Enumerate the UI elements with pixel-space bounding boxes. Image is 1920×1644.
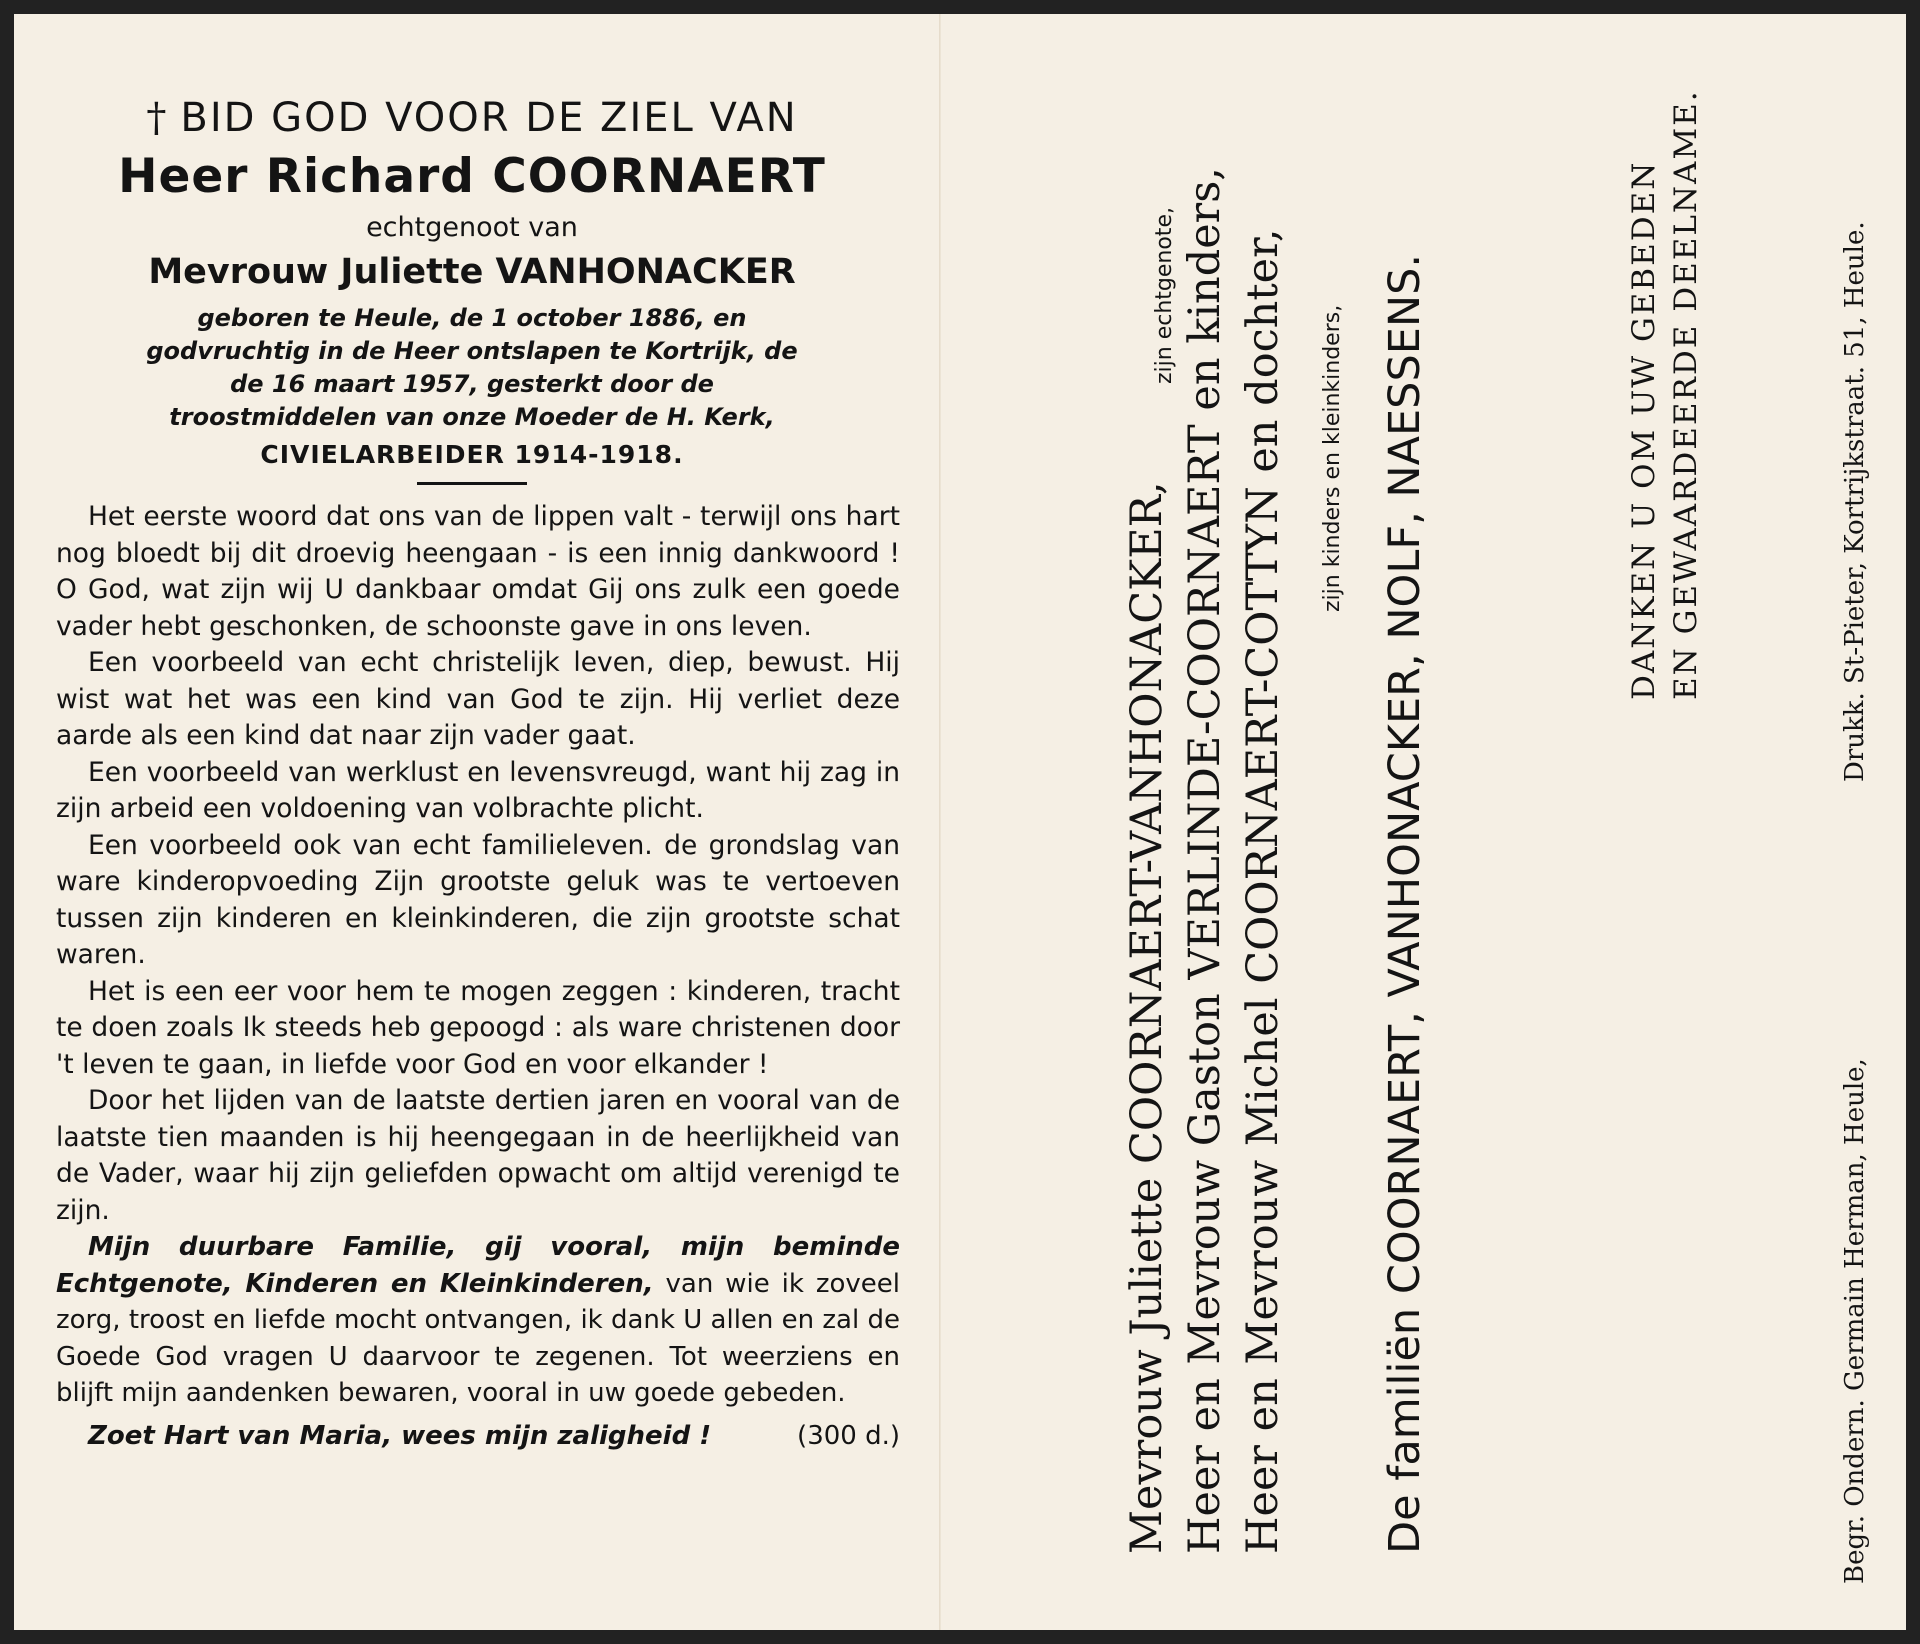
invocation-text: BID GOD VOOR DE ZIEL VAN [180, 95, 798, 141]
cross-icon: † [146, 95, 169, 141]
mourner-note-3: zijn kinders en kleinkinders, [1320, 304, 1345, 612]
bio-line: godvruchtig in de Heer ontslapen te Kortrijk, de [146, 337, 798, 365]
paragraph: Het is een eer voor hem te mogen zeggen : kinderen, tracht te doen zoals Ik steeds heb gepoogd : als ware christenen door 't leven te gaan, in liefde voor God en voor elkander ! [56, 975, 900, 1080]
paragraph: Door het lijden van de laatste dertien jaren en vooral van de laatste tien maanden is hij heengegaan in de heerlijkheid van de Vader, waar hij zijn geliefden opwacht om altijd verenigd te zijn. [56, 1085, 900, 1226]
invocation [44, 92, 900, 144]
thanks-line-2: EN GEWAARDEERDE DEELNAME. [1668, 89, 1704, 700]
paragraph: Het eerste woord dat ons van de lippen valt - terwijl ons hart nog bloedt bij dit droevig heengaan - is een innig dankwoord ! O God, wat zijn wij U dankbaar omdat Gij ons zulk een goede vader hebt geschonken, de schoonste gave in ons leven. [56, 501, 900, 642]
occupation: CIVIELARBEIDER 1914-1918. [260, 440, 684, 469]
closing-rest: van wie ik zoveel zorg, troost en liefde mocht ontvangen, ik dank U allen en zal de Goede God vragen U daarvoor te zegenen. Tot weerziens en blijft mijn aandenken bewaren, vooral in uw goede gebeden. [56, 1268, 901, 1408]
thanks-line-1: DANKEN U OM UW GEBEDEN [1626, 160, 1662, 700]
bio [44, 302, 900, 434]
mourner-line-2: Heer en Mevrouw Gaston VERLINDE-COORNAERT en kinders, [1180, 167, 1230, 1554]
spouse-label: echtgenoot van [366, 212, 578, 243]
mourner-line-3: Heer en Mevrouw Michel COORNAERT-COTTYN en dochter, [1238, 228, 1288, 1554]
mourner-note-1: zijn echtgenote, [1152, 207, 1177, 384]
bio-line: geboren te Heule, de 1 october 1886, en [197, 304, 747, 332]
fold-line [939, 14, 941, 1630]
indulgence: (300 d.) [797, 1420, 900, 1451]
paragraph: Een voorbeeld ook van echt familieleven. de grondslag van ware kinderopvoeding Zijn grootste geluk was te vertoeven tussen zijn kinderen en kleinkinderen, die zijn grootste schat waren. [56, 829, 900, 970]
mourning-card [14, 14, 1906, 1630]
bio-line: troostmiddelen van onze Moeder de H. Kerk, [169, 403, 775, 431]
undertaker-line: Begr. Ondern. Germain Herman, Heule, [1840, 1058, 1870, 1584]
divider [417, 482, 527, 485]
closing-bold: Mijn duurbare Familie, gij vooral, mijn beminde Echtgenote, Kinderen en Kleinkinderen, [56, 1232, 900, 1299]
families-line: De familiën COORNAERT, VANHONACKER, NOLF, NAESSENS. [1380, 253, 1430, 1554]
paragraph: Een voorbeeld van echt christelijk leven, diep, bewust. Hij wist wat het was een kind van God te zijn. Hij verliet deze aarde als een kind dat naar zijn vader gaat. [56, 647, 900, 751]
closing-paragraph [44, 1229, 900, 1412]
prayer: Zoet Hart van Maria, wees mijn zaligheid ! [88, 1420, 712, 1451]
spouse-name: Mevrouw Juliette VANHONACKER [148, 252, 796, 292]
mourner-line-1: Mevrouw Juliette COORNAERT-VANHONACKER, [1122, 481, 1172, 1554]
paragraph: Een voorbeeld van werklust en levensvreugd, want hij zag in zijn arbeid een voldoening van volbrachte plicht. [56, 756, 900, 824]
bio-line: de 16 maart 1957, gesterkt door de [230, 370, 714, 398]
memorial-text [44, 499, 900, 1454]
final-line [44, 1418, 900, 1454]
left-panel [44, 92, 900, 1454]
printer-line: Drukk. St-Pieter, Kortrijkstraat. 51, Heule. [1840, 221, 1870, 782]
deceased-name: Heer Richard COORNAERT [118, 149, 826, 204]
